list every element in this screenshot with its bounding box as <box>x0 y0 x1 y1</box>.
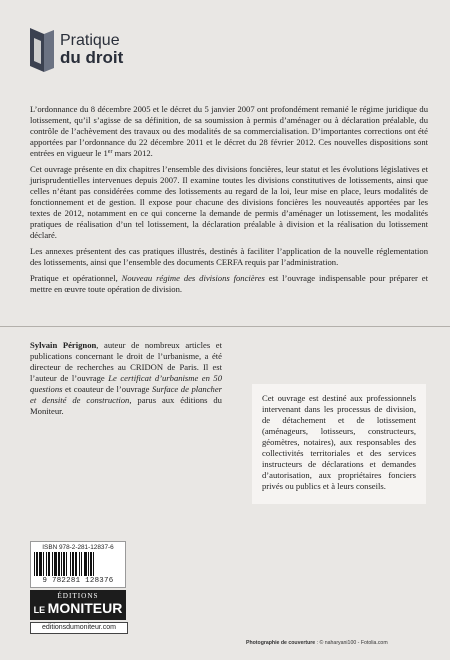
paragraph-annexes: Les annexes présentent des cas pratiques illustrés, destinés à faciliter l’application de la nouvelle réglementation des lotissements, ainsi que l’ensemble des documents CERFA requis par l’administration. <box>30 246 428 267</box>
photo-credit-label: Photographie de couverture <box>246 640 316 646</box>
related-book-1: Le certificat d’urbanisme en 50 questions <box>30 373 222 394</box>
collection-name-line1: Pratique <box>60 31 120 49</box>
publisher-editions: ÉDITIONS <box>57 592 99 600</box>
photo-credit-value: : © naharyani100 - Fotolia.com <box>315 640 388 646</box>
collection-name-line2: du droit <box>60 48 124 68</box>
barcode-digits: 9 782281 128376 <box>42 577 114 585</box>
back-cover-description <box>30 104 428 300</box>
book-title: Nouveau régime des divisions foncières <box>121 273 265 283</box>
target-audience-box <box>252 384 426 504</box>
publisher-name: MONITEUR <box>47 600 123 616</box>
publisher-logo <box>30 590 126 620</box>
publisher-website: editionsdumoniteur.com <box>30 622 128 634</box>
isbn-barcode-block <box>30 541 126 588</box>
section-divider <box>0 326 450 327</box>
target-audience-text: Cet ouvrage est destiné aux professionnels intervenant dans les processus de division, de détachement et de lotissement (aménageurs, lotisseurs, constructeurs, géomètres, notaires), aux responsables des collectivités territoriales et des services instructeurs de déclarations et demandes d’autorisation, aux propriétaires fonciers privés ou publics et à leurs conseils. <box>262 393 416 491</box>
photo-credit <box>246 640 388 646</box>
collection-logo <box>30 28 123 72</box>
isbn-label: ISBN 978-2-281-12837-6 <box>42 544 114 551</box>
author-name: Sylvain Pérignon <box>30 340 97 350</box>
author-bio: Sylvain Pérignon, auteur de nombreux articles et publications concernant le droit de l’urbanisme, a été directeur de recherches au CRIDON de Paris. Il est l’auteur de l’ouvrage Le certificat d’urbanisme en 50 questions et coauteur de l’ouvrage Surface de plancher et densité de construction, parus aux éditions du Moniteur. <box>30 340 222 416</box>
paragraph-intro: L’ordonnance du 8 décembre 2005 et le décret du 5 janvier 2007 ont profondément remanié le régime juridique du lotissement, qu’il s’agisse de sa définition, de sa soumission à permis d’aménager ou à déclaration préalable, du contrôle de l’achèvement des travaux ou des modalités de sa commercialisation. D’importantes corrections ont été apportées par l’ordonnance du 22 décembre 2011 et le décret du 28 février 2012. Ces nouvelles dispositions sont entrées en vigueur le 1er mars 2012. <box>30 104 428 158</box>
publisher-article: LE <box>33 605 48 615</box>
paragraph-conclusion: Pratique et opérationnel, Nouveau régime des divisions foncières est l’ouvrage indispensable pour préparer et mettre en œuvre toute opération de division. <box>30 273 428 294</box>
related-book-2: Surface de plancher et densité de construction <box>30 384 222 405</box>
paragraph-contents: Cet ouvrage présente en dix chapitres l’ensemble des divisions foncières, leur statut et les évolutions législatives et jurisprudentielles intervenues depuis 2007. Il examine toutes les divisions constitutives de lotissements, ainsi que celles n’étant pas considérées comme des lotissements au regard de la loi, leur mise en place, leurs modalités de fonctionnement et de gestion. Il expose pour chacune des divisions foncières les nouveautés apportées par les textes de 2012, notamment en ce qui concerne la demande de permis d’aménager un lotissement, les modalités pratiques de réalisation d’un tel lotissement, la déclaration préalable à division et la réalisation du lotissement déclaré. <box>30 164 428 240</box>
collection-logo-icon <box>30 28 54 72</box>
barcode <box>32 552 124 576</box>
